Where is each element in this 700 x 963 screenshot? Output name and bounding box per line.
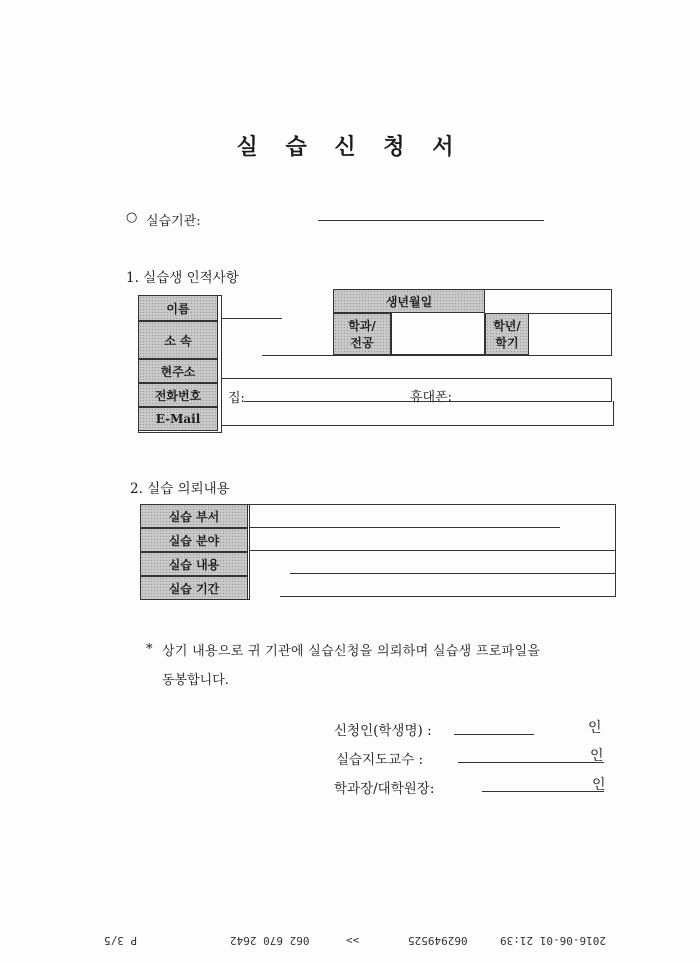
affiliation-label: 소 속 [138, 321, 218, 359]
field-request-label: 실습 분야 [140, 528, 248, 552]
advisor-seal: 인 [590, 748, 604, 764]
mobile-phone-label: 휴대폰: [410, 390, 453, 405]
fax-arrow: >> [346, 934, 360, 947]
home-phone-label: 집: [228, 391, 245, 406]
dept-request-label: 실습 부서 [140, 504, 248, 528]
institution-label: 실습기관: [146, 214, 201, 229]
grade-semester-label [485, 313, 529, 355]
dean-label: 학과장/대학원장: [334, 781, 435, 797]
name-field-line[interactable] [222, 318, 282, 319]
content-request-label: 실습 내용 [140, 552, 248, 576]
document-title: 실 습 신 청 서 [236, 134, 464, 160]
dean-seal: 인 [592, 777, 606, 793]
semester-label: 학기 [495, 336, 519, 350]
grade-label: 학년/ [493, 319, 521, 333]
phone-field-line[interactable] [244, 401, 612, 402]
field-request-field[interactable] [250, 550, 616, 551]
applicant-signature-line[interactable] [454, 734, 534, 735]
advisor-label: 실습지도교수 : [336, 752, 424, 768]
dept-request-field[interactable] [250, 527, 560, 528]
request-right-border [615, 504, 616, 596]
content-request-field[interactable] [290, 573, 616, 574]
address-field-line[interactable] [222, 378, 612, 379]
phone-label: 전화번호 [138, 383, 218, 407]
notice-line2: 동봉합니다. [162, 673, 229, 688]
notice-star: * [146, 642, 153, 657]
dept-major-label [333, 313, 391, 355]
fax-to-number: 062 670 2642 [230, 934, 310, 947]
institution-field-line[interactable] [318, 220, 544, 221]
major-label: 전공 [350, 336, 374, 350]
affiliation-field-line[interactable] [262, 355, 612, 356]
fax-page: P 3/5 [104, 934, 138, 947]
email-label: E-Mail [138, 407, 218, 431]
notice-line1: 상기 내용으로 귀 기관에 실습신청을 의뢰하며 실습생 프로파일을 [162, 644, 541, 659]
advisor-signature-line[interactable] [458, 762, 604, 763]
dean-signature-line[interactable] [482, 791, 604, 792]
applicant-seal: 인 [588, 720, 602, 736]
address-right-border [611, 378, 612, 402]
birth-field-top [485, 289, 612, 290]
fax-date: 2016-06-01 21:39 [500, 934, 606, 947]
table-right-border [611, 289, 612, 355]
name-label: 이름 [138, 295, 218, 321]
dept-major-field[interactable] [391, 313, 485, 355]
birth-label: 생년월일 [333, 289, 485, 313]
dept-request-top [250, 504, 616, 505]
period-request-label: 실습 기간 [140, 576, 248, 600]
email-right-border [613, 401, 614, 425]
fax-from-number: 062949525 [408, 934, 468, 947]
applicant-label: 신청인(학생명) : [334, 723, 432, 739]
section2-heading: 2. 실습 의뢰내용 [130, 481, 230, 497]
institution-bullet: ○ [126, 210, 138, 225]
period-request-field[interactable] [280, 596, 616, 597]
dept-label: 학과/ [348, 319, 376, 333]
section1-heading: 1. 실습생 인적사항 [126, 270, 239, 286]
address-label: 현주소 [138, 359, 218, 383]
email-field-line[interactable] [222, 425, 614, 426]
